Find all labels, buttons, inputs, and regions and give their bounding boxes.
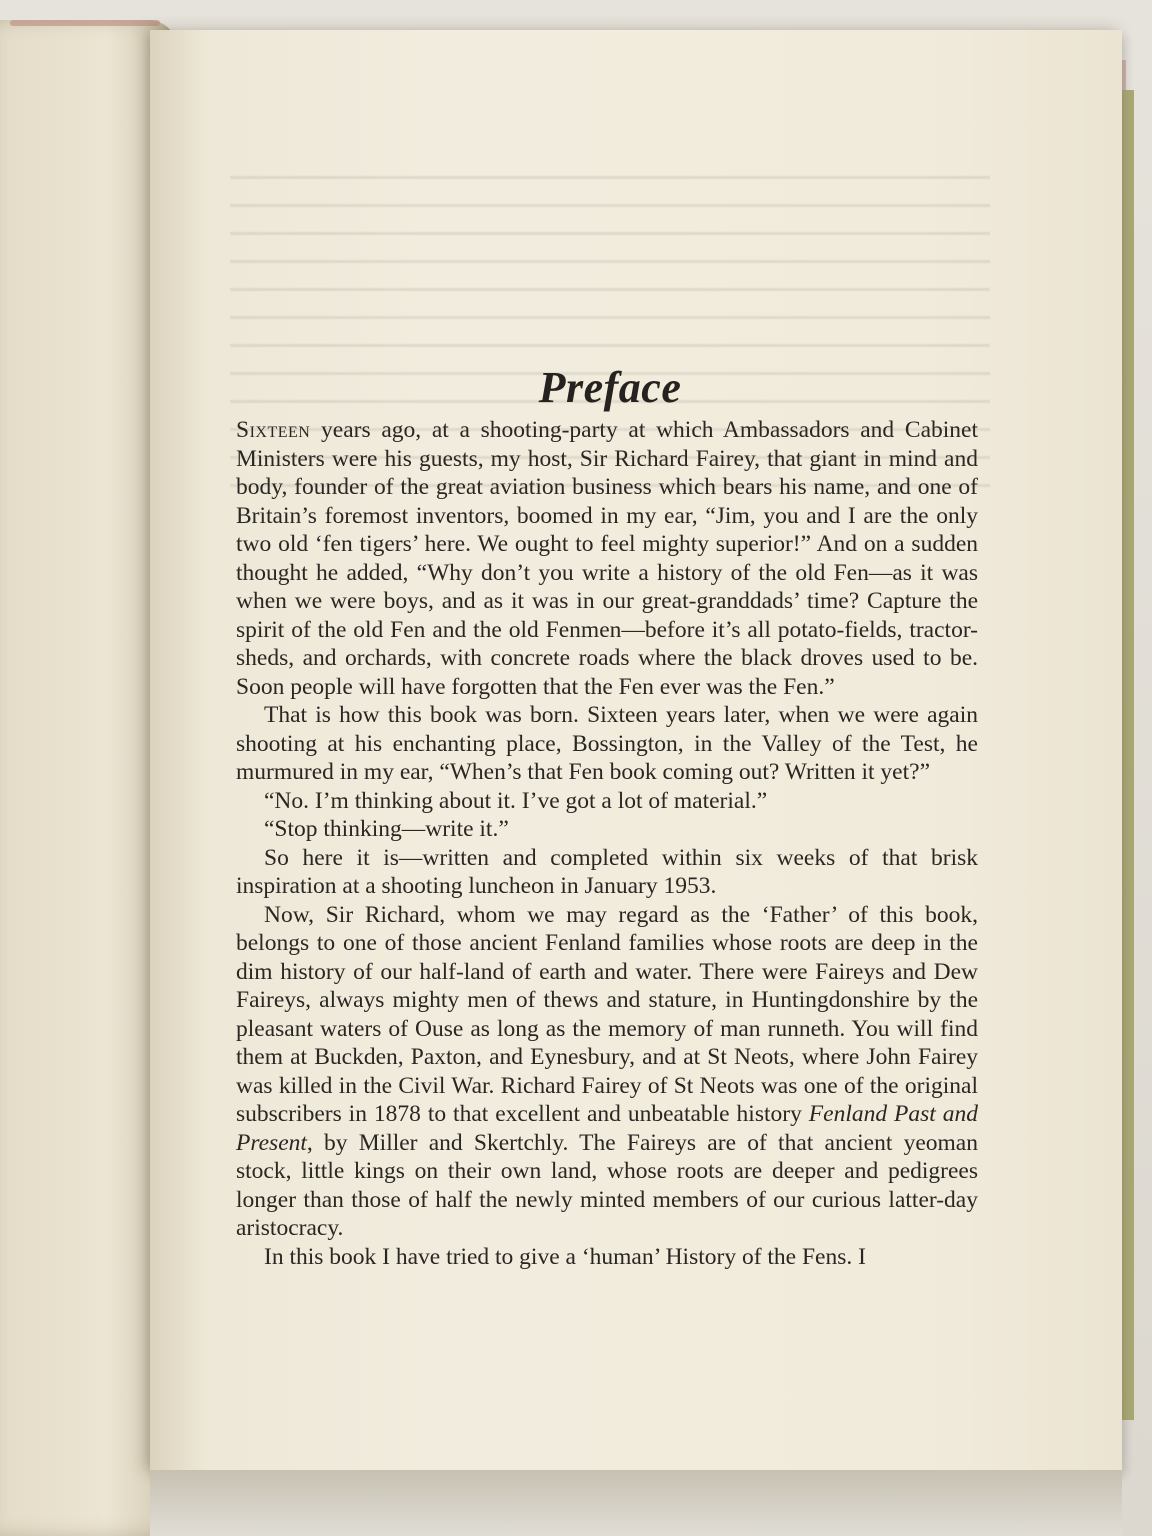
- book-title-italic: Fenland Past and Present: [236, 1101, 979, 1156]
- paragraph-4: “Stop thinking—write it.”: [264, 816, 509, 842]
- preface-body: [236, 416, 978, 1271]
- paragraph-6-text-a: Now, Sir Richard, whom we may regard as the ‘Father’ of this book, belongs to one of those ancient Fenland families whose roots are deep in the dim history of our half-land of earth and water. There were Faireys and Dew Faireys, always mighty men of thews and stature, in Huntingdonshire by the pleasant waters of Ouse as long as the memory of man runneth. You will find them at Buckden, Paxton, and Eynesbury, and at St Neots, where John Fairey was killed in the Civil War. Richard Fairey of St Neots was one of the original subscribers in 1878 to that excellent and unbeatable history: [236, 901, 978, 1127]
- paragraph-6: [236, 901, 978, 1243]
- paragraph-6-text-b: , by Miller and Skertchly. The Faireys are of that ancient yeoman stock, little kings on their own land, whose roots are deeper and pedigrees longer than those of half the newly minted members of our curious latter-day aristocracy.: [236, 1129, 978, 1241]
- paragraph-3: “No. I’m thinking about it. I’ve got a lot of material.”: [264, 787, 768, 814]
- paragraph-2: That is how this book was born. Sixteen years later, when we were again shooting at his enchanting place, Bossington, in the Valley of the Test, he murmured in my ear, “When’s that Fen book coming out? Written it yet?”: [236, 702, 978, 785]
- paragraph-1-text: years ago, at a shooting-party at which Ambassadors and Cabinet Ministers were his guests, my host, Sir Richard Fairey, that giant in mind and body, founder of the great aviation business which bears his name, and one of Britain’s foremost inventors, boomed in my ear, “Jim, you and I are the only two old ‘fen tigers’ here. We ought to feel mighty superior!” And on a sudden thought he added, “Why don’t you write a history of the old Fen—as it was when we were boys, and as it was in our great-granddads’ time? Capture the spirit of the old Fen and the old Fenmen—before it’s all potato-fields, tractor-sheds, and orchards, with concrete roads where the black droves used to be. Soon people will have forgotten that the Fen ever was the Fen.”: [236, 417, 978, 700]
- cover-edge: [10, 20, 160, 26]
- paragraph-5: So here it is—written and completed within six weeks of that brisk inspiration at a shooting luncheon in January 1953.: [236, 844, 978, 899]
- paragraph-7: In this book I have tried to give a ‘human’ History of the Fens. I: [264, 1243, 866, 1270]
- paragraph-1: [236, 416, 978, 701]
- page-bottom-shadow: [150, 1470, 1122, 1536]
- opening-smallcaps: Sixteen: [236, 417, 311, 443]
- page-title: Preface: [538, 363, 682, 413]
